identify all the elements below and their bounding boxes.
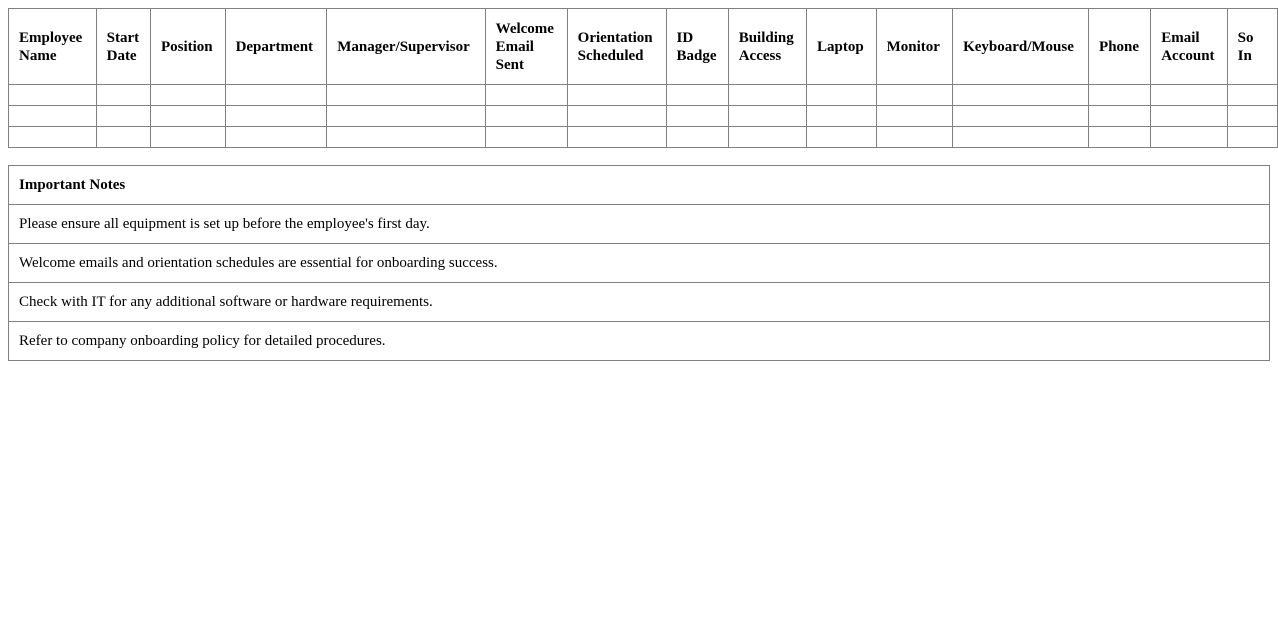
table-cell[interactable] [9,85,97,106]
note-text: Refer to company onboarding policy for detailed procedures. [9,322,1270,361]
column-header-monitor: Monitor [876,9,952,85]
table-cell[interactable] [1151,106,1227,127]
column-header-position: Position [150,9,225,85]
note-text: Check with IT for any additional software or hardware requirements. [9,283,1270,322]
table-cell[interactable] [953,106,1089,127]
table-cell[interactable] [1227,127,1277,148]
table-cell[interactable] [876,106,952,127]
table-cell[interactable] [876,85,952,106]
table-cell[interactable] [96,85,150,106]
table-cell[interactable] [485,106,567,127]
table-cell[interactable] [567,127,666,148]
column-header-employee-name: Employee Name [9,9,97,85]
table-cell[interactable] [728,127,806,148]
column-header-orientation-scheduled: Orientation Scheduled [567,9,666,85]
table-cell[interactable] [953,127,1089,148]
notes-heading: Important Notes [9,166,1270,205]
note-text: Welcome emails and orientation schedules are essential for onboarding success. [9,244,1270,283]
list-item [9,322,1270,361]
table-cell[interactable] [1227,106,1277,127]
table-cell[interactable] [728,106,806,127]
table-cell[interactable] [1151,85,1227,106]
table-cell[interactable] [567,85,666,106]
table-cell[interactable] [807,106,877,127]
column-header-keyboard-mouse: Keyboard/Mouse [953,9,1089,85]
column-header-email-account: Email Account [1151,9,1227,85]
table-row [9,106,1278,127]
table-row [9,85,1278,106]
important-notes-table [8,165,1270,361]
column-header-building-access: Building Access [728,9,806,85]
column-header-start-date: Start Date [96,9,150,85]
table-cell[interactable] [1089,106,1151,127]
table-cell[interactable] [485,127,567,148]
column-header-welcome-email-sent: Welcome Email Sent [485,9,567,85]
table-cell[interactable] [1227,85,1277,106]
column-header-id-badge: ID Badge [666,9,728,85]
table-cell[interactable] [1089,127,1151,148]
table-cell[interactable] [225,127,327,148]
table-cell[interactable] [666,106,728,127]
column-header-laptop: Laptop [807,9,877,85]
table-cell[interactable] [150,127,225,148]
table-header-row [9,9,1278,85]
table-cell[interactable] [9,127,97,148]
table-cell[interactable] [327,127,485,148]
table-cell[interactable] [1089,85,1151,106]
list-item [9,283,1270,322]
table-cell[interactable] [666,127,728,148]
onboarding-tracker-table [8,8,1278,148]
column-header-manager-supervisor: Manager/Supervisor [327,9,485,85]
column-header-software-installed: So In [1227,9,1277,85]
table-cell[interactable] [876,127,952,148]
table-cell[interactable] [1151,127,1227,148]
table-cell[interactable] [953,85,1089,106]
table-cell[interactable] [807,127,877,148]
table-cell[interactable] [666,85,728,106]
column-header-department: Department [225,9,327,85]
table-cell[interactable] [96,106,150,127]
table-cell[interactable] [225,85,327,106]
table-row [9,127,1278,148]
table-cell[interactable] [150,85,225,106]
table-cell[interactable] [327,106,485,127]
table-cell[interactable] [9,106,97,127]
column-header-phone: Phone [1089,9,1151,85]
list-item [9,244,1270,283]
table-cell[interactable] [807,85,877,106]
table-cell[interactable] [485,85,567,106]
table-cell[interactable] [327,85,485,106]
table-cell[interactable] [567,106,666,127]
table-cell[interactable] [150,106,225,127]
note-text: Please ensure all equipment is set up before the employee's first day. [9,205,1270,244]
list-item [9,205,1270,244]
table-cell[interactable] [225,106,327,127]
table-cell[interactable] [96,127,150,148]
table-cell[interactable] [728,85,806,106]
notes-heading-row [9,166,1270,205]
